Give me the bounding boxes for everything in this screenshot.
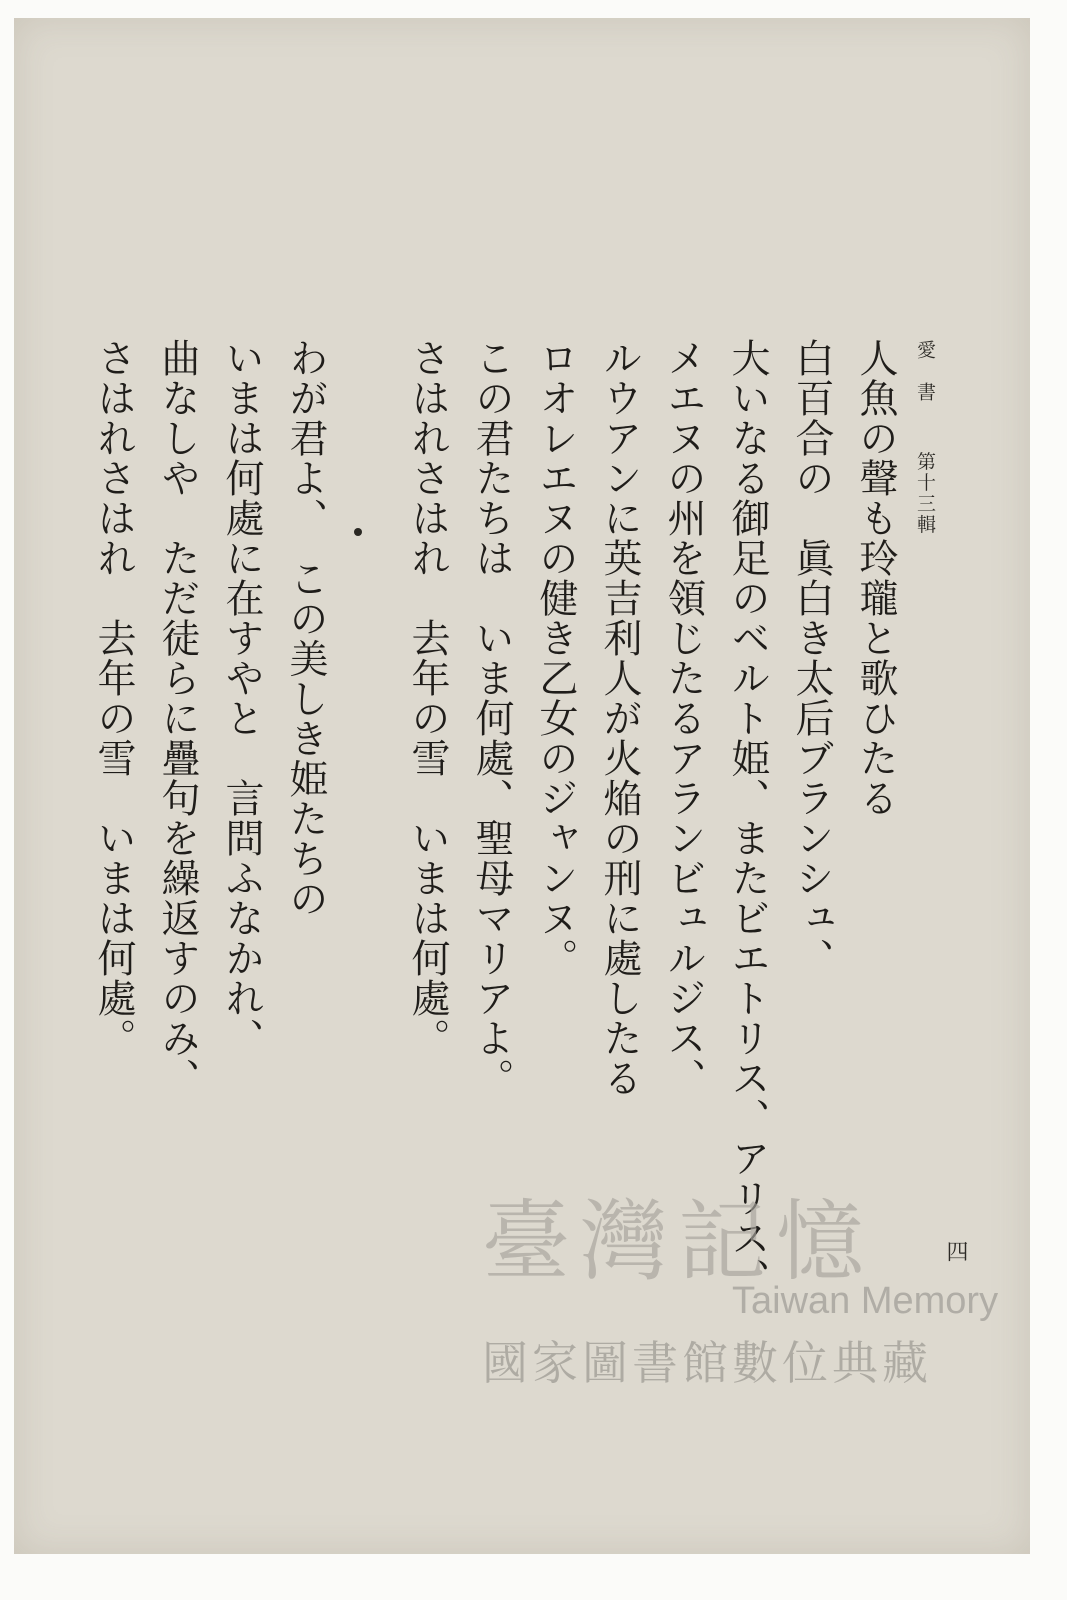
poem-line: メエヌの州を領じたるアランビュルジス、 xyxy=(661,338,706,1098)
watermark xyxy=(482,1190,1002,1393)
watermark-subtitle: Taiwan Memory xyxy=(732,1280,999,1322)
poem-line: さはれさはれ 去年の雪 いまは何處。 xyxy=(405,338,450,1058)
poem-line: ルウアンに英吉利人が火焔の刑に處したる xyxy=(597,338,642,1098)
poem-line: わが君よ、 この美しき姫たちの xyxy=(283,338,328,919)
book-page xyxy=(14,18,1030,1554)
page-number: 四 xyxy=(943,1240,968,1262)
issue-number: 第十三輯 xyxy=(914,451,936,536)
watermark-org: 國家圖書館數位典藏 xyxy=(482,1336,932,1390)
poem-line: ロオレエヌの健き乙女のジャンヌ。 xyxy=(533,338,578,978)
watermark-title: 臺灣記憶 xyxy=(482,1190,875,1293)
poem-line: 人魚の聲も玲瓏と歌ひたる xyxy=(853,338,898,818)
book-title: 愛 書 xyxy=(914,340,936,403)
poem-line: 白百合の 眞白き太后ブランシュ、 xyxy=(789,338,834,978)
poem-line: この君たちは いま何處、聖母マリアよ。 xyxy=(469,338,514,1098)
poem-line: 大いなる御足のベルト姫、またビエトリス、アリス、 xyxy=(725,338,770,1298)
poem-line: さはれさはれ 去年の雪 いまは何處。 xyxy=(91,338,136,1058)
stanza-separator-dot xyxy=(354,528,362,536)
running-header xyxy=(912,340,939,535)
poem-line: いまは何處に在すやと 言問ふなかれ、 xyxy=(219,338,264,1058)
poem-line: 曲なしや ただ徒らに疊句を繰返すのみ、 xyxy=(155,338,200,1098)
